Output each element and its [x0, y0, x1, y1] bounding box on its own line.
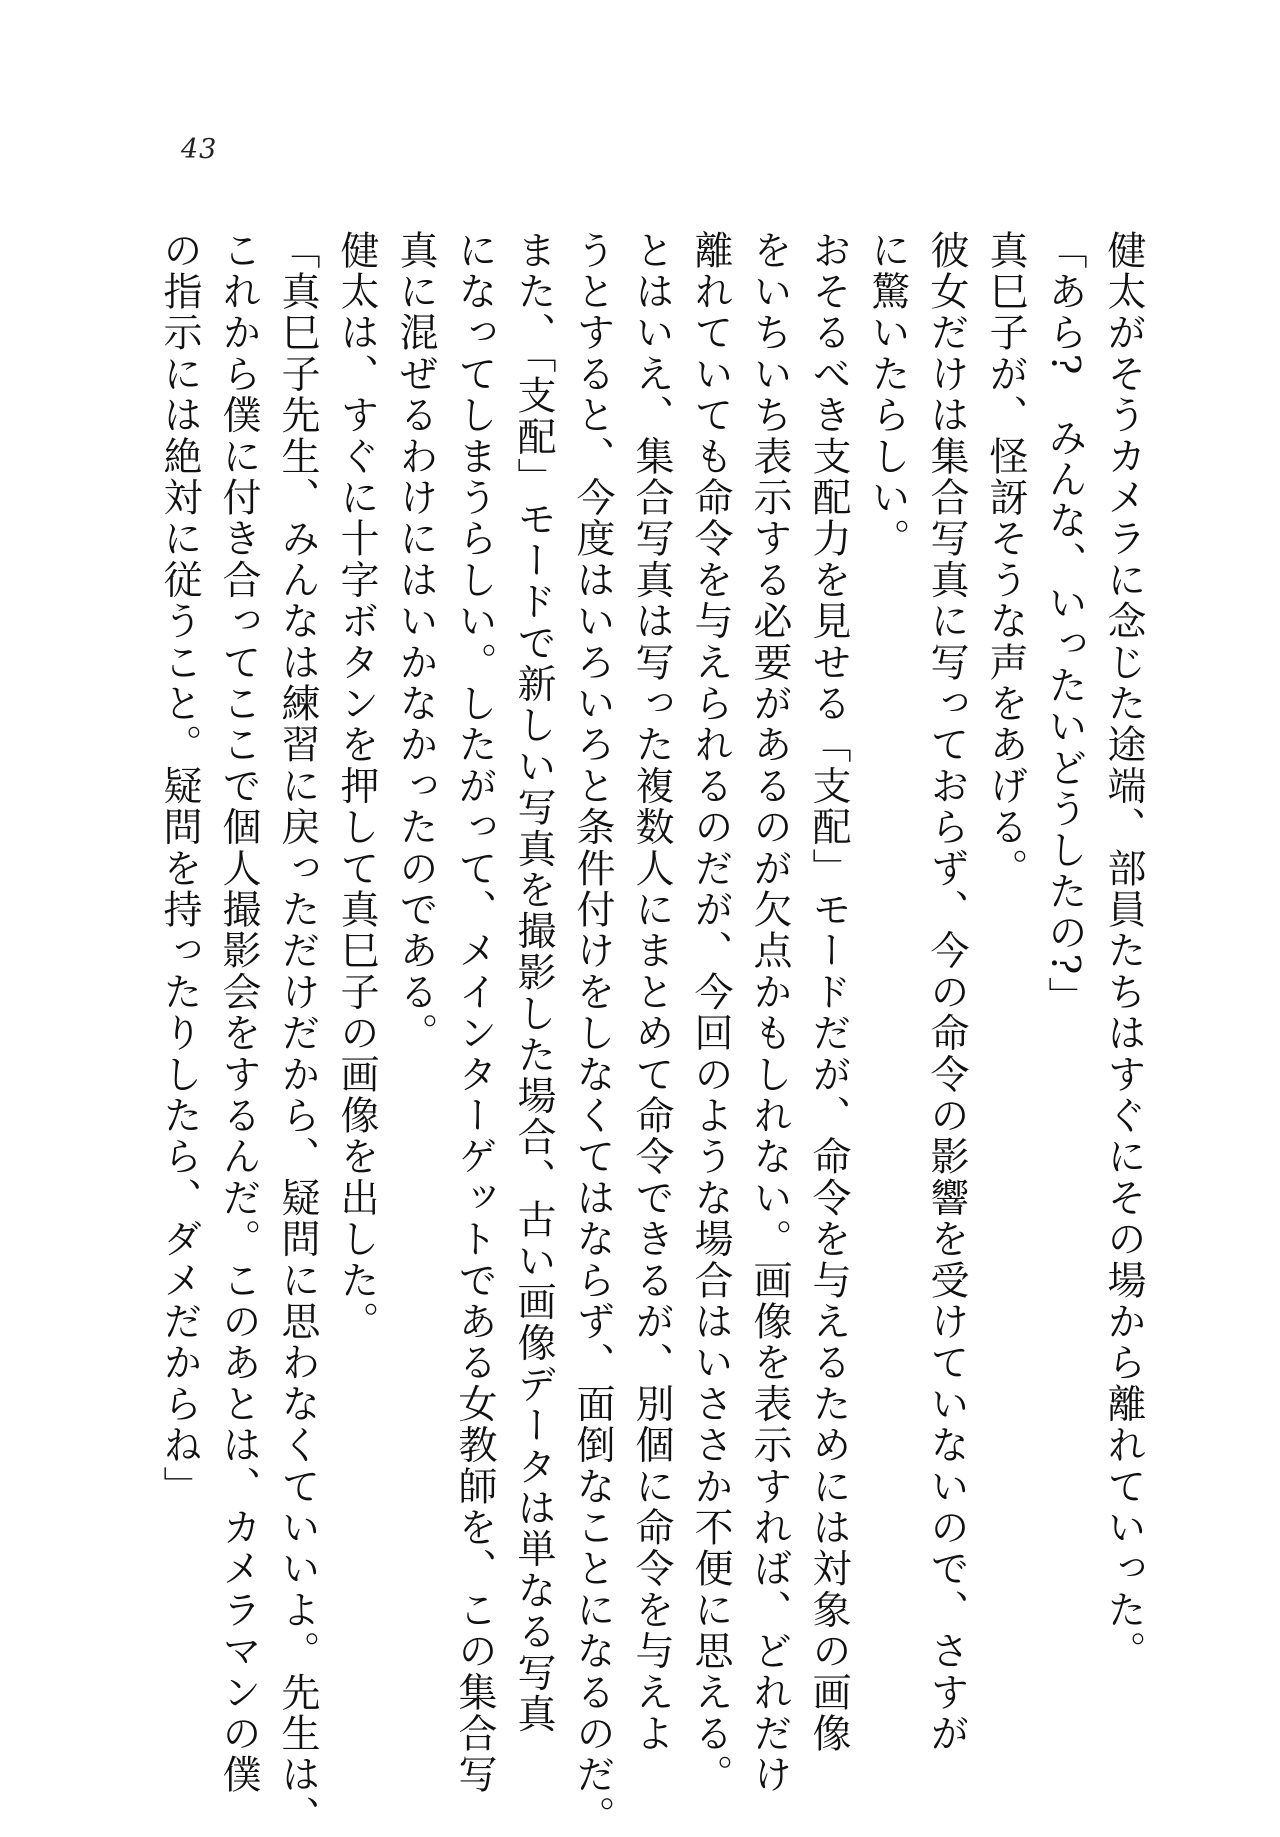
text-line: をいちいち表示する必要があるのが欠点かもしれない。画像を表示すれば、どれだけ	[747, 230, 792, 1796]
text-line: 真に混ぜるわけにはいかなかったのである。	[393, 230, 438, 1054]
page-number: 43	[181, 134, 218, 165]
text-line: これから僕に付き合ってここで個人撮影会をするんだ。このあとは、カメラマンの僕	[216, 230, 261, 1796]
text-line: 「あら? みんな、いったいどうしたの?」	[1042, 230, 1087, 1018]
text-line: 「真巳子先生、みんなは練習に戻っただけだから、疑問に思わなくていいよ。先生は、	[275, 230, 320, 1837]
text-line: 健太は、すぐに十字ボタンを押して真巳子の画像を出した。	[334, 230, 379, 1343]
text-line: の指示には絶対に従うこと。疑問を持ったりしたら、ダメだからね」	[157, 230, 202, 1508]
text-line: になってしまうらしい。したがって、メインターゲットである女教師を、この集合写	[452, 230, 497, 1796]
text-line: 健太がそうカメラに念じた途端、部員たちはすぐにその場から離れていった。	[1101, 230, 1146, 1672]
text-line: に驚いたらしい。	[865, 230, 910, 560]
text-line: 離れていても命令を与えられるのだが、今回のような場合はいささか不便に思える。	[688, 230, 733, 1796]
text-line: おそるべき支配力を見せる「支配」モードだが、命令を与えるためには対象の画像	[806, 230, 851, 1755]
text-line: 真巳子が、怪訝そうな声をあげる。	[983, 230, 1028, 890]
text-line: また、「支配」モードで新しい写真を撮影した場合、古い画像データは単なる写真	[511, 230, 556, 1735]
body-text	[123, 230, 1153, 1837]
text-line: うとすると、今度はいろいろと条件付けをしなくてはならず、面倒なことになるのだ。	[570, 230, 615, 1837]
text-line: 彼女だけは集合写真に写っておらず、今の命令の影響を受けていないので、さすが	[924, 230, 969, 1755]
text-line: とはいえ、集合写真は写った複数人にまとめて命令できるが、別個に命令を与えよ	[629, 230, 674, 1755]
